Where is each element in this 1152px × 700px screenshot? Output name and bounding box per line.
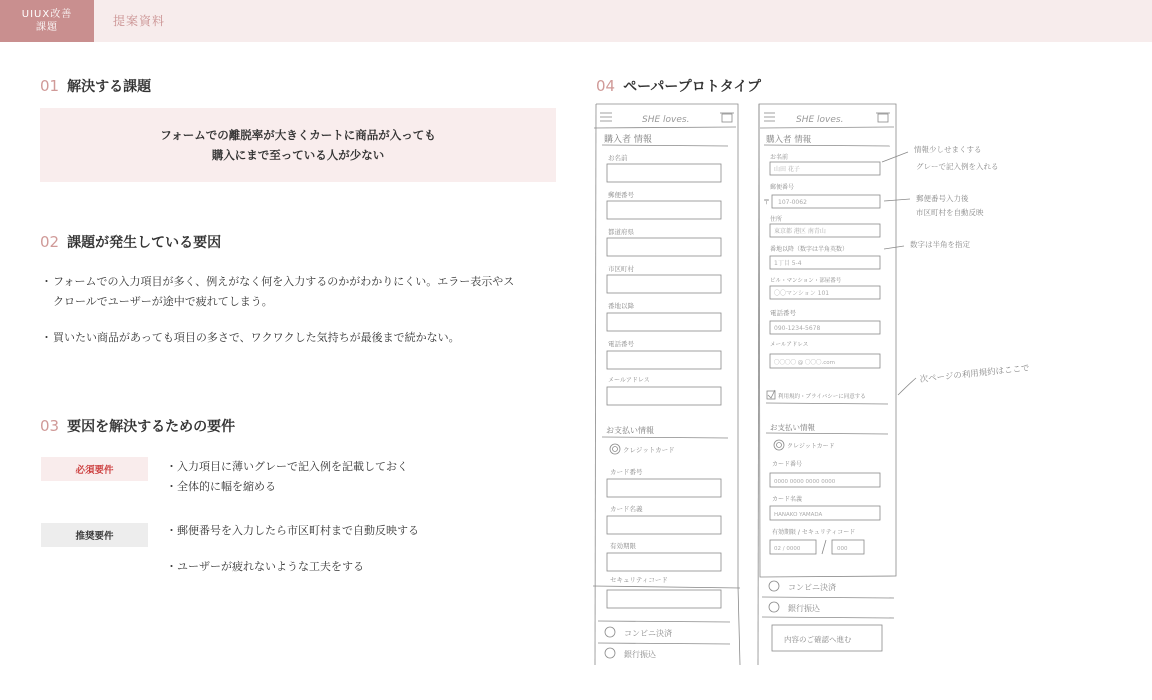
problem-statement-box — [40, 108, 556, 182]
menu-icon — [600, 113, 612, 121]
card-option: クレジットカード — [623, 446, 675, 454]
annotation: 郵便番号入力後 — [916, 194, 969, 203]
field-example: 〇〇〇〇 @ 〇〇〇.com — [774, 360, 835, 366]
field-label: 電話番号 — [770, 309, 796, 317]
badge-line-1: UIUX改善 — [21, 9, 73, 20]
field-label: メールアドレス — [608, 377, 650, 384]
section-03-heading — [40, 416, 235, 436]
annotation: 次ページの利用規約はここで — [919, 363, 1031, 385]
problem-line-1: フォームでの離脱率が大きくカートに商品が入っても — [160, 128, 436, 142]
field-example: 02 / 0000 — [774, 546, 801, 552]
sketch-annotations — [882, 144, 1030, 395]
badge-line-2: 課題 — [36, 22, 58, 33]
field-example: 1丁目 5-4 — [774, 260, 802, 267]
document-title: 提案資料 — [113, 14, 166, 28]
field-box — [607, 313, 721, 331]
confirm-button-label: 内容のご確認へ進む — [784, 635, 852, 644]
section-number: 04 — [596, 77, 616, 95]
field-box — [607, 238, 721, 256]
cause-text-line-1: フォームでの入力項目が多く、例えがなく何を入力するのかがわかりにくい。エラー表示やス — [53, 275, 515, 288]
field-box — [607, 351, 721, 369]
required-badge: 必須要件 — [41, 457, 148, 481]
field-box — [607, 164, 721, 182]
menu-icon — [764, 113, 775, 121]
section-number: 01 — [40, 77, 60, 95]
field-example: 107-0062 — [778, 199, 807, 206]
card-field-label: セキュリティコード — [610, 576, 668, 584]
section-title: ペーパープロトタイプ — [623, 79, 761, 95]
cause-bullet-1 — [41, 272, 561, 312]
annotation: グレーで記入例を入れる — [916, 162, 999, 171]
section-01-heading — [40, 76, 151, 96]
cart-icon — [876, 113, 890, 122]
payment-option: 銀行振込 — [624, 650, 656, 659]
postal-prefix: 〒 — [763, 198, 770, 206]
field-example: 000 — [837, 546, 848, 552]
paper-prototype-sketch — [590, 100, 1070, 670]
payment-option: コンビニ決済 — [788, 583, 836, 592]
problem-line-2: 購入にまで至っている人が少ない — [211, 148, 385, 162]
prototype-after — [758, 104, 896, 665]
card-field-label: カード番号 — [772, 461, 803, 468]
cart-icon — [720, 113, 734, 122]
field-label: 住所 — [770, 216, 783, 223]
field-label: メールアドレス — [770, 342, 809, 348]
field-label: 番地以降 — [608, 302, 634, 310]
recommended-item: ・ユーザーが疲れないような工夫をする — [166, 560, 364, 573]
field-label: 郵便番号 — [608, 191, 634, 199]
section-02-heading — [40, 232, 221, 252]
field-box — [607, 201, 721, 219]
section-number: 02 — [40, 233, 60, 251]
category-badge — [0, 0, 94, 42]
payment-title: お支払い情報 — [606, 426, 654, 435]
field-example: 090-1234-5678 — [774, 325, 821, 332]
section-04-heading — [596, 76, 761, 96]
field-example: 山田 花子 — [774, 166, 800, 173]
required-item: ・入力項目に薄いグレーで記入例を記載しておく — [166, 460, 408, 473]
section-title: 課題が発生している要因 — [67, 235, 222, 251]
card-field-label: カード名義 — [772, 496, 803, 503]
shop-logo: SHE loves. — [642, 115, 690, 125]
field-box — [607, 387, 721, 405]
payment-option: コンビニ決済 — [624, 629, 672, 638]
field-box — [607, 275, 721, 293]
cause-text-line-2: クロールでユーザーが途中で疲れてしまう。 — [53, 295, 273, 308]
card-field-label: 有効期限 — [610, 542, 636, 550]
consent-text: 利用規約・プライバシーに同意する — [778, 394, 866, 400]
field-example: 0000 0000 0000 0000 — [774, 479, 836, 485]
recommended-item: ・郵便番号を入力したら市区町村まで自動反映する — [166, 524, 419, 537]
section-number: 03 — [40, 417, 60, 435]
field-label: 電話番号 — [608, 340, 634, 348]
field-example: 〇〇マンション 101 — [774, 290, 830, 297]
payment-title: お支払い情報 — [770, 423, 815, 432]
cause-text: 買いたい商品があっても項目の多さで、ワクワクした気持ちが最後まで続かない。 — [53, 331, 460, 344]
field-label: 都道府県 — [608, 228, 634, 236]
recommended-badge: 推奨要件 — [41, 523, 148, 547]
field-label: 郵便番号 — [770, 184, 795, 191]
field-label: 市区町村 — [608, 265, 634, 273]
card-field-label: カード番号 — [610, 468, 643, 476]
section-title: 要因を解決するための要件 — [67, 419, 236, 435]
card-field-label: カード名義 — [610, 505, 643, 513]
annotation: 数字は半角を指定 — [910, 240, 970, 249]
field-example: 東京都 港区 南青山 — [774, 228, 826, 235]
buyer-info-title: 購入者 情報 — [604, 135, 652, 145]
field-label: お名前 — [770, 154, 789, 161]
payment-option: 銀行振込 — [788, 604, 820, 613]
top-bar — [0, 0, 1152, 42]
bullet-mark: ・ — [41, 275, 52, 288]
field-label: 番地以降（数字は半角英数） — [770, 246, 849, 253]
expiry-label: 有効期限 / セキュリティコード — [772, 529, 856, 536]
section-title: 解決する課題 — [67, 79, 152, 95]
shop-logo: SHE loves. — [796, 115, 844, 125]
field-example: HANAKO YAMADA — [774, 512, 823, 518]
field-label: お名前 — [608, 154, 628, 162]
prototype-before — [593, 104, 740, 665]
annotation: 情報少しせまくする — [914, 145, 982, 154]
required-item: ・全体的に幅を縮める — [166, 480, 276, 493]
buyer-info-title: 購入者 情報 — [766, 135, 812, 145]
cause-bullet-2 — [41, 328, 561, 348]
field-label: ビル・マンション・部屋番号 — [770, 278, 842, 284]
bullet-mark: ・ — [41, 331, 52, 344]
card-option: クレジットカード — [787, 443, 835, 450]
annotation: 市区町村を自動反映 — [916, 208, 984, 217]
